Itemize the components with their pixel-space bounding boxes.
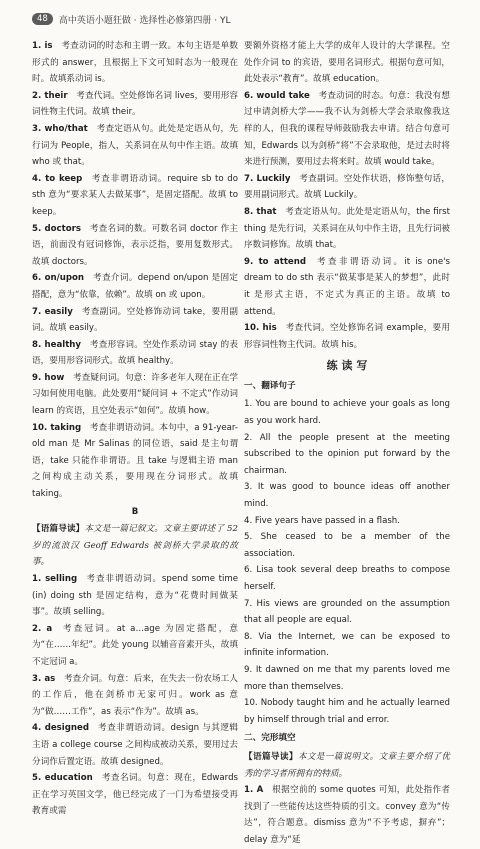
- translation-sentence: 8. Via the Internet, we can be exposed to infinite information.: [244, 631, 450, 659]
- answer-item: [32, 420, 238, 503]
- answer-explanation: 考查非谓语动词。design 与其逻辑主语 a college course 之间构成被动关系，要用过去分词作后置定语。故填 designed。: [32, 723, 238, 767]
- page-number: 48: [32, 13, 53, 25]
- book-title: 高中英语小题狂做 · 选择性必修第四册 · YL: [58, 15, 231, 26]
- guide-label: 【语篇导读】: [32, 524, 85, 535]
- answer-key: 7. Luckily: [244, 173, 291, 184]
- answer-key: 5. education: [32, 773, 93, 784]
- answer-item: [244, 782, 450, 848]
- reading-guide-cloze: [244, 749, 450, 782]
- answer-key: 2. their: [32, 90, 68, 101]
- answer-item: [244, 38, 450, 88]
- answer-key: 8. that: [244, 206, 277, 217]
- answer-item: [244, 254, 450, 320]
- practice-title: 练 读 写: [326, 359, 368, 373]
- translation-sentence: 6. Lisa took several deep breaths to compose herself.: [244, 565, 450, 592]
- answer-explanation: 根据空前的 some quotes 可知，此处指作者找到了一些能传达这些特质的引文。convey 意为“传达”，符合题意。dismiss 意为“不予考虑，摒弃”；delay 意为“延: [244, 785, 450, 845]
- answer-item: [32, 671, 238, 721]
- answer-explanation: 考查介词。depend on/upon 是固定搭配，意为“依靠，依赖”。故填 on 或 upon。: [32, 273, 238, 300]
- cloze-answers: [244, 782, 450, 848]
- answer-explanation: 考查定语从句。此处是定语从句，the first thing 是先行词，关系词在从句中作主语，且先行词被序数词修饰。故填 that。: [244, 206, 450, 251]
- answer-key: 1. is: [32, 41, 53, 51]
- answer-explanation: 考查名词的数。可数名词 doctor 作主语，前面没有冠词修饰，表示泛指，要用复数形式。故填 doctors。: [32, 223, 238, 267]
- left-column: [32, 38, 238, 820]
- answer-explanation: 考查副词。空处修饰动词 take，要用副词。故填 easily。: [32, 306, 238, 334]
- translation-sentences: [244, 396, 450, 728]
- answer-key: 1. selling: [32, 574, 78, 584]
- answer-explanation: 考查形容词。空处作系动词 stay 的表语，要用形容词形式。故填 healthy。: [32, 339, 238, 367]
- answer-key: 6. on/upon: [32, 273, 85, 284]
- translation-sentence: 3. It was good to bounce ideas off another mind.: [244, 482, 450, 510]
- answer-key: 10. taking: [32, 422, 82, 433]
- answer-key: 1. A: [244, 785, 264, 796]
- translation-sentence: 7. His views are grounded on the assumption that all people are equal.: [244, 598, 450, 626]
- answer-list-b: [32, 571, 238, 820]
- answer-explanation: 要额外资格才能上大学的成年人设计的大学课程。空处作介词 to 的宾语，要用名词形式。根据句意可知，此处表示“教育”。故填 education。: [244, 41, 450, 85]
- translation-sentence: 5. She ceased to be a member of the association.: [244, 532, 450, 559]
- section-b-heading: B: [131, 506, 139, 517]
- page-header: [32, 10, 231, 28]
- answer-explanation: 考查非谓语动词。it is one's dream to do sth 表示“做某事是某人的梦想”，此时 it 是形式主语，不定式为真正的主语。故填 to attend。: [244, 256, 450, 317]
- answer-item: [32, 370, 238, 420]
- translation-sentence: 1. You are bound to achieve your goals as long as you work hard.: [244, 399, 450, 427]
- answer-item: [32, 304, 238, 337]
- answer-item: [32, 38, 238, 88]
- translation-sentence: 4. Five years have passed in a flash.: [244, 515, 400, 526]
- answer-list-a: [32, 38, 238, 503]
- guide-text: 本文是一篇说明文。文章主要介绍了优秀的学习者所拥有的特质。: [244, 751, 450, 779]
- guide-text: 本文是一篇记叙文。文章主要讲述了 52 岁的流浪汉 Geoff Edwards 被剑桥大学录取的故事。: [32, 524, 238, 568]
- answer-explanation: 考查非谓语动词。require sb to do sth 意为“要求某人去做某事”，是固定搭配。故填 to keep。: [32, 173, 238, 217]
- answer-key: 3. as: [32, 673, 56, 684]
- answer-list-b-continued: [244, 38, 450, 353]
- answer-key: 8. healthy: [32, 339, 82, 350]
- answer-key: 5. doctors: [32, 223, 81, 234]
- section-cloze-heading: 二、完形填空: [244, 733, 296, 744]
- answer-item: [32, 337, 238, 370]
- answer-item: [32, 221, 238, 271]
- answer-item: [244, 204, 450, 254]
- translation-sentence: 2. All the people present at the meeting subscribed to the opinion put forward by the chairman.: [244, 432, 450, 476]
- answer-item: [32, 621, 238, 671]
- answer-key: 10. his: [244, 323, 277, 334]
- answer-explanation: 考查副词。空处作状语，修饰整句话，要用副词形式。故填 Luckily。: [244, 173, 450, 201]
- right-column: [244, 38, 450, 849]
- answer-item: [32, 571, 238, 621]
- translation-sentence: 9. It dawned on me that my parents loved me more than themselves.: [244, 664, 450, 692]
- answer-explanation: 考查定语从句。此处是定语从句，先行词为 People，指人，关系词在从句中作主语。故填 who 或 that。: [32, 123, 238, 168]
- answer-key: 9. to attend: [244, 256, 307, 267]
- answer-item: [32, 270, 238, 303]
- answer-key: 9. how: [32, 372, 65, 383]
- section-translation-heading: 一、翻译句子: [244, 380, 296, 391]
- translation-sentence: 10. Nobody taught him and he actually learned by himself through trial and error.: [244, 698, 450, 725]
- answer-explanation: 考查代词。空处修饰名词 lives，要用形容词性物主代词。故填 their。: [32, 90, 238, 118]
- answer-explanation: 考查动词的时态。句意：我没有想过申请剑桥大学——我不认为剑桥大学会录取像我这样的人，但我的课程导师鼓励我去申请。结合句意可知，Edwards 以为剑桥“将”不会录取他，是过去时将来进行预测，要用过去将来时。故填 would take。: [244, 90, 450, 168]
- answer-explanation: 考查介词。句意：后来，在失去一份农场工人的工作后，他在剑桥市无家可归。work as 意为“做……工作”，as 表示“作为”。故填 as。: [32, 673, 238, 717]
- answer-key: 2. a: [32, 623, 53, 634]
- answer-explanation: 考查动词的时态和主谓一致。本句主语是单数形式的 answer，且根据上下文可知时态为一般现在时。故填系动词 is。: [32, 41, 238, 85]
- answer-key: 7. easily: [32, 306, 73, 317]
- answer-item: [32, 770, 238, 820]
- answer-explanation: 考查名词。句意：现在，Edwards 正在学习英国文学，他已经完成了一门为希望接受再教育或需: [32, 773, 238, 817]
- answer-key: 4. to keep: [32, 173, 83, 184]
- answer-item: [32, 121, 238, 171]
- answer-item: [32, 88, 238, 121]
- answer-item: [32, 720, 238, 770]
- answer-item: [244, 171, 450, 204]
- answer-explanation: 考查疑问词。句意：许多老年人现在正在学习如何使用电脑。此处要用“疑问词 + 不定式”作动词 learn 的宾语，且空处表示“如何”。故填 how。: [32, 372, 238, 417]
- answer-key: 6. would take: [244, 90, 310, 101]
- answer-item: [244, 320, 450, 353]
- answer-explanation: 考查非谓语动词。本句中，a 91-year-old man 是 Mr Salinas 的同位语，said 是主句谓语，take 只能作非谓语。且 take 与逻辑主语 man 之间构成主动关系，要用现在分词形式。故填 taking。: [32, 422, 238, 500]
- reading-guide-b: [32, 521, 238, 571]
- guide-label: 【语篇导读】: [244, 751, 298, 762]
- answer-explanation: 考查冠词。at a…age 为固定搭配，意为“在……年纪”。此处 young 以辅音音素开头，故填不定冠词 a。: [32, 623, 238, 667]
- answer-key: 3. who/that: [32, 123, 88, 134]
- answer-item: [244, 88, 450, 171]
- answer-explanation: 考查非谓语动词。spend some time (in) doing sth 是固定结构，意为“花费时间做某事”。故填 selling。: [32, 574, 238, 618]
- answer-key: 4. designed: [32, 723, 89, 734]
- answer-explanation: 考查代词。空处修饰名词 example，要用形容词性物主代词。故填 his。: [244, 323, 450, 350]
- answer-item: [32, 171, 238, 221]
